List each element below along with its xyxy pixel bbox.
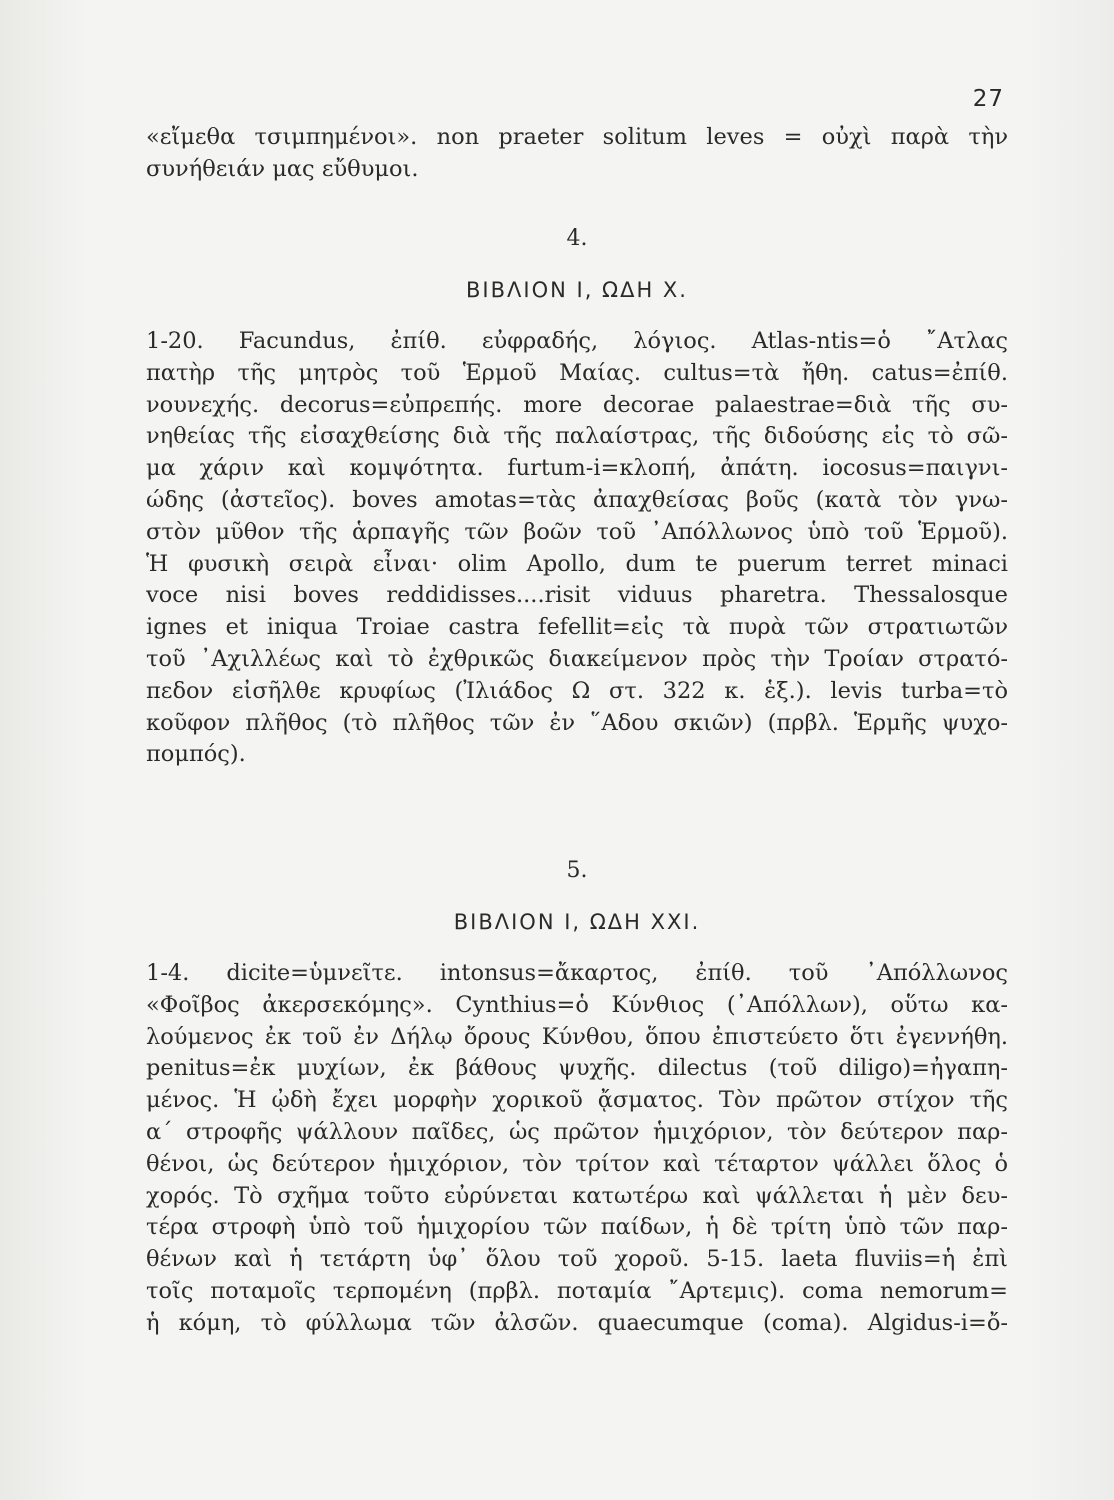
- text-line: μα χάριν καὶ κομψότητα. furtum-i=κλοπή, ἀπάτη. iocosus=παιγνι-: [146, 455, 1008, 482]
- section-heading: ΒΙΒΛΙΟΝ Ι, ΩΔΗ XXI.: [453, 910, 701, 934]
- text-line: 1-4. dicite=ὑμνεῖτε. intonsus=ἄκαρτος, ἐπίθ. τοῦ ᾿Απόλλωνος: [146, 960, 1008, 986]
- section-4-body: [146, 326, 1008, 771]
- section-5-body: [146, 958, 1008, 1340]
- text-line: ignes et iniqua Troiae castra fefellit=εἰς τὰ πυρὰ τῶν στρατιωτῶν: [146, 614, 1008, 641]
- text-line: voce nisi boves reddidisses....risit viduus pharetra. Thessalosque: [146, 582, 1008, 609]
- text-line: ἡ κόμη, τὸ φύλλωμα τῶν ἀλσῶν. quaecumque (coma). Algidus-i=ὄ-: [146, 1309, 1008, 1336]
- text-line: 1-20. Facundus, ἐπίθ. εὐφραδής, λόγιος. Atlas-ntis=ὁ ῎Ατλας: [146, 328, 1008, 354]
- section-heading: ΒΙΒΛΙΟΝ Ι, ΩΔΗ X.: [466, 278, 688, 302]
- text-line: ώδης (ἀστεῖος). boves amotas=τὰς ἀπαχθείσας βοῦς (κατὰ τὸν γνω-: [146, 486, 1008, 513]
- text-line: μένος. Ἡ ᾠδὴ ἔχει μορφὴν χορικοῦ ᾄσματος. Τὸν πρῶτον στίχον τῆς: [146, 1087, 1008, 1114]
- text-line: θένοι, ὡς δεύτερον ἡμιχόριον, τὸν τρίτον καὶ τέταρτον ψάλλει ὅλος ὁ: [146, 1150, 1008, 1177]
- text-line: τοῦ ᾿Αχιλλέως καὶ τὸ ἐχθρικῶς διακείμενον πρὸς τὴν Τροίαν στρατό-: [146, 645, 1008, 672]
- text-line: τοῖς ποταμοῖς τερπομένη (πρβλ. ποταμία ῎Αρτεμις). coma nemorum=: [146, 1277, 1008, 1304]
- text-line: κοῦφον πλῆθος (τὸ πλῆθος τῶν ἐν ῞Αδου σκιῶν) (πρβλ. Ἑρμῆς ψυχο-: [146, 709, 1008, 736]
- intro-paragraph: [146, 122, 1008, 186]
- text-line: πομπός).: [146, 741, 246, 768]
- text-line: στὸν μῦθον τῆς ἁρπαγῆς τῶν βοῶν τοῦ ᾿Απόλλωνος ὑπὸ τοῦ Ἑρμοῦ).: [146, 518, 1008, 545]
- text-line: πεδον εἰσῆλθε κρυφίως (Ἰλιάδος Ω στ. 322 κ. ἑξ.). levis turba=τὸ: [146, 677, 1008, 704]
- section-number: 4.: [566, 226, 588, 251]
- text-line: συνήθειάν μας εὔθυμοι.: [146, 155, 419, 182]
- text-line: τέρα στροφὴ ὑπὸ τοῦ ἡμιχορίου τῶν παίδων, ἡ δὲ τρίτη ὑπὸ τῶν παρ-: [146, 1214, 1008, 1241]
- text-line: α΄ στροφῆς ψάλλουν παῖδες, ὡς πρῶτον ἡμιχόριον, τὸν δεύτερον παρ-: [146, 1118, 1008, 1145]
- text-line: penitus=ἐκ μυχίων, ἐκ βάθους ψυχῆς. dilectus (τοῦ diligo)=ἠγαπη-: [146, 1055, 1008, 1082]
- text-line: νουνεχής. decorus=εὐπρεπής. more decorae palaestrae=διὰ τῆς συ-: [146, 391, 1008, 418]
- text-line: Ἡ φυσικὴ σειρὰ εἶναι· olim Apollo, dum te puerum terret minaci: [146, 550, 1008, 577]
- text-line: πατὴρ τῆς μητρὸς τοῦ Ἑρμοῦ Μαίας. cultus=τὰ ἤθη. catus=ἐπίθ.: [146, 359, 1008, 386]
- text-line: λούμενος ἐκ τοῦ ἐν Δήλῳ ὄρους Κύνθου, ὅπου ἐπιστεύετο ὅτι ἐγεννήθη.: [146, 1023, 1008, 1050]
- page-number: 27: [972, 86, 1004, 112]
- text-line: νηθείας τῆς εἰσαχθείσης διὰ τῆς παλαίστρας, τῆς διδούσης εἰς τὸ σῶ-: [146, 423, 1008, 450]
- text-line: θένων καὶ ἡ τετάρτη ὑφ᾿ ὅλου τοῦ χοροῦ. 5-15. laeta fluviis=ἡ ἐπὶ: [146, 1246, 1008, 1273]
- section-number: 5.: [566, 858, 588, 883]
- text-line: «εἴμεθα τσιμπημένοι». non praeter solitum leves = οὐχὶ παρὰ τὴν: [146, 124, 1008, 150]
- text-line: «Φοῖβος ἀκερσεκόμης». Cynthius=ὁ Κύνθιος (᾿Απόλλων), οὕτω κα-: [146, 991, 1008, 1018]
- text-line: χορός. Τὸ σχῆμα τοῦτο εὐρύνεται κατωτέρω καὶ ψάλλεται ἡ μὲν δευ-: [146, 1182, 1008, 1209]
